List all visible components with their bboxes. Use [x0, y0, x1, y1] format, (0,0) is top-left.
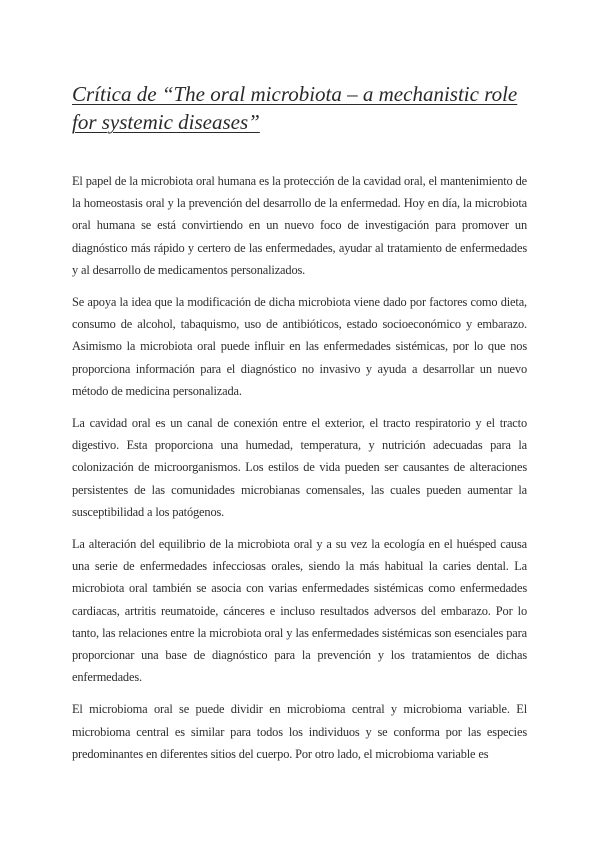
paragraph-4: La alteración del equilibrio de la microbiota oral y a su vez la ecología en el huésped causa una serie de enfermedades infecciosas orales, siendo la más habitual la caries dental. La microbiota oral también se asocia con varias enfermedades sistémicas como enfermedades cardiacas, artritis reumatoide, cánceres e incluso resultados adversos del embarazo. Por lo tanto, las relaciones entre la microbiota oral y las enfermedades sistémicas son esenciales para proporcionar una base de diagnóstico para la prevención y los tratamientos de dichas enfermedades.	[72, 537, 527, 685]
paragraph-2: Se apoya la idea que la modificación de dicha microbiota viene dado por factores como dieta, consumo de alcohol, tabaquismo, uso de antibióticos, estado socioeconómico y embarazo. Asimismo la microbiota oral puede influir en las enfermedades sistémicas, por lo que nos proporciona información para el diagnóstico no invasivo y ayuda a desarrollar un nuevo método de medicina personalizada.	[72, 295, 527, 398]
document-body	[72, 170, 527, 775]
paragraph-1: El papel de la microbiota oral humana es la protección de la cavidad oral, el mantenimiento de la homeostasis oral y la prevención del desarrollo de la enfermedad. Hoy en día, la microbiota oral humana se está convirtiendo en un nuevo foco de investigación para promover un diagnóstico más rápido y certero de las enfermedades, ayudar al tratamiento de enfermedades y al desarrollo de medicamentos personalizados.	[72, 174, 527, 277]
document-title: Crítica de “The oral microbiota – a mechanistic role for systemic diseases”	[72, 82, 518, 134]
paragraph-5: El microbioma oral se puede dividir en microbioma central y microbioma variable. El microbioma central es similar para todos los individuos y se conforma por las especies predominantes en diferentes sitios del cuerpo. Por otro lado, el microbioma variable es	[72, 702, 527, 761]
paragraph-3: La cavidad oral es un canal de conexión entre el exterior, el tracto respiratorio y el tracto digestivo. Esta proporciona una humedad, temperatura, y nutrición adecuadas para la colonización de microorganismos. Los estilos de vida pueden ser causantes de alteraciones persistentes de las comunidades microbianas comensales, las cuales pueden aumentar la susceptibilidad a los patógenos.	[72, 416, 527, 519]
